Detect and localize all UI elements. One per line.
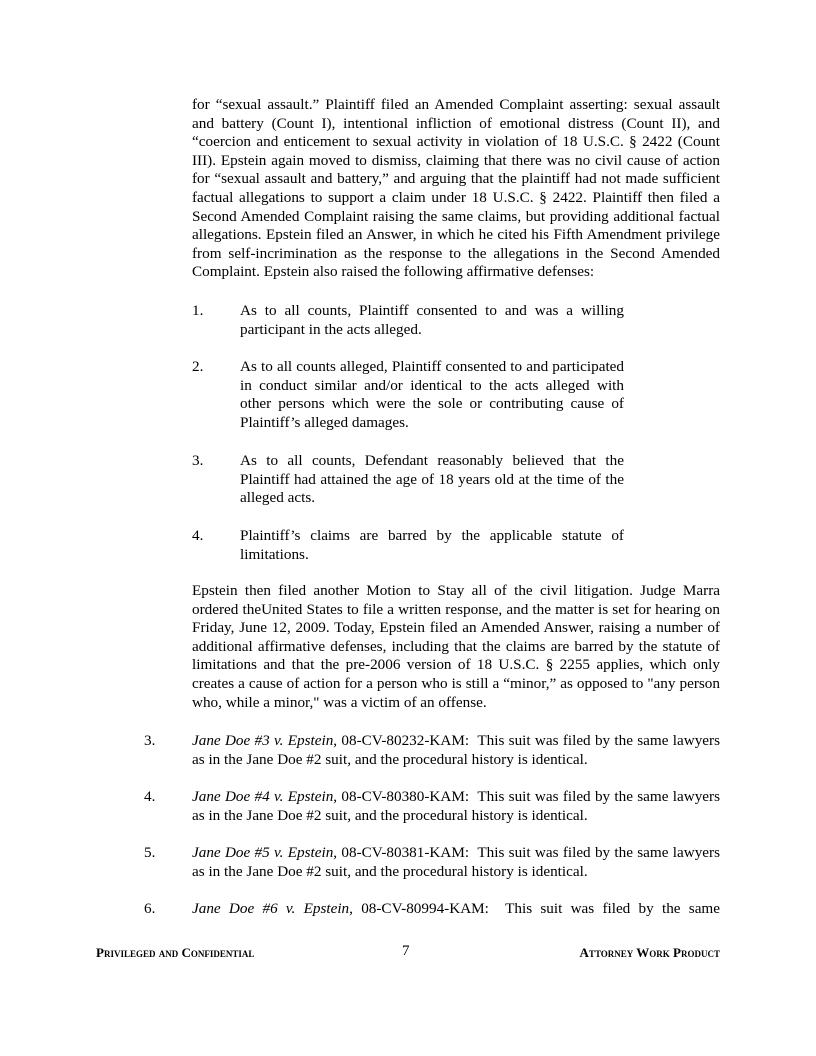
defense-text: Plaintiff’s claims are barred by the applicable statute of limitations. bbox=[240, 527, 624, 563]
body-paragraph-continuation: for “sexual assault.” Plaintiff filed an Amended Complaint asserting: sexual assault and battery (Count I), intentional infliction of emotional distress (Count II), and “coercion and enticement to sexual activity in violation of 18 U.S.C. § 2422 (Count III). Epstein again moved to dismiss, claiming that there was no civil cause of action for “sexual assault and battery,” and arguing that the plaintiff had not made sufficient factual allegations to support a claim under 18 U.S.C. § 2422. Plaintiff then filed a Second Amended Complaint raising the same claims, but providing additional factual allegations. Epstein filed an Answer, in which he cited his Fifth Amendment privilege from self-incrimination as the response to the allegations in the Second Amended Complaint. Epstein also raised the following affirmative defenses: bbox=[192, 96, 720, 281]
defense-number: 4. bbox=[192, 527, 204, 544]
defense-number: 1. bbox=[192, 302, 204, 319]
case-number: 4. bbox=[144, 788, 156, 805]
case-text bbox=[192, 788, 720, 825]
case-docket: , 08-CV-80380-KAM: bbox=[333, 788, 470, 805]
case-description: This suit was filed by the same lawyers as in the Jane Doe #2 suit, and the procedural history is identical. bbox=[192, 732, 720, 768]
case-name: Jane Doe #3 v. Epstein bbox=[192, 732, 334, 749]
footer-privileged-label: Privileged and Confidential bbox=[96, 945, 255, 960]
defense-text: As to all counts, Plaintiff consented to and was a willing participant in the acts alleged. bbox=[240, 302, 624, 338]
defense-text: As to all counts alleged, Plaintiff consented to and participated in conduct similar and/or identical to the acts alleged with other persons which were the sole or contributing cause of Plaintiff’s alleged damages. bbox=[240, 358, 624, 431]
case-docket: , 08-CV-80381-KAM: bbox=[333, 844, 470, 861]
case-docket: , 08-CV-80994-KAM: bbox=[349, 900, 489, 917]
case-number: 5. bbox=[144, 844, 156, 861]
page-footer bbox=[96, 943, 720, 963]
case-description: This suit was filed by the same lawyers as in the Jane Doe #2 suit, and the procedural history is identical. bbox=[192, 788, 720, 824]
defense-number: 3. bbox=[192, 452, 204, 469]
case-text bbox=[192, 732, 720, 769]
case-text bbox=[192, 900, 720, 919]
case-name: Jane Doe #6 v. Epstein bbox=[192, 900, 350, 917]
case-description: This suit was filed by the same bbox=[505, 900, 720, 917]
case-number: 6. bbox=[144, 900, 156, 917]
case-text bbox=[192, 844, 720, 881]
defense-number: 2. bbox=[192, 358, 204, 375]
footer-work-product-label: Attorney Work Product bbox=[579, 945, 720, 960]
case-name: Jane Doe #5 v. Epstein bbox=[192, 844, 334, 861]
page-number: 7 bbox=[402, 943, 410, 959]
defense-text: As to all counts, Defendant reasonably believed that the Plaintiff had attained the age of 18 years old at the time of the alleged acts. bbox=[240, 452, 624, 507]
body-paragraph-motion-to-stay: Epstein then filed another Motion to Stay all of the civil litigation. Judge Marra ordered theUnited States to file a written response, and the matter is set for hearing on Friday, June 12, 2009. Today, Epstein filed an Amended Answer, raising a number of additional affirmative defenses, including that the claims are barred by the statute of limitations and that the pre-2006 version of 18 U.S.C. § 2255 applies, which only creates a cause of action for a person who is still a “minor,” as opposed to "any person who, while a minor," was a victim of an offense. bbox=[192, 582, 720, 711]
case-description: This suit was filed by the same lawyers as in the Jane Doe #2 suit, and the procedural history is identical. bbox=[192, 844, 720, 880]
case-number: 3. bbox=[144, 732, 156, 749]
case-docket: , 08-CV-80232-KAM: bbox=[333, 732, 470, 749]
case-name: Jane Doe #4 v. Epstein bbox=[192, 788, 334, 805]
